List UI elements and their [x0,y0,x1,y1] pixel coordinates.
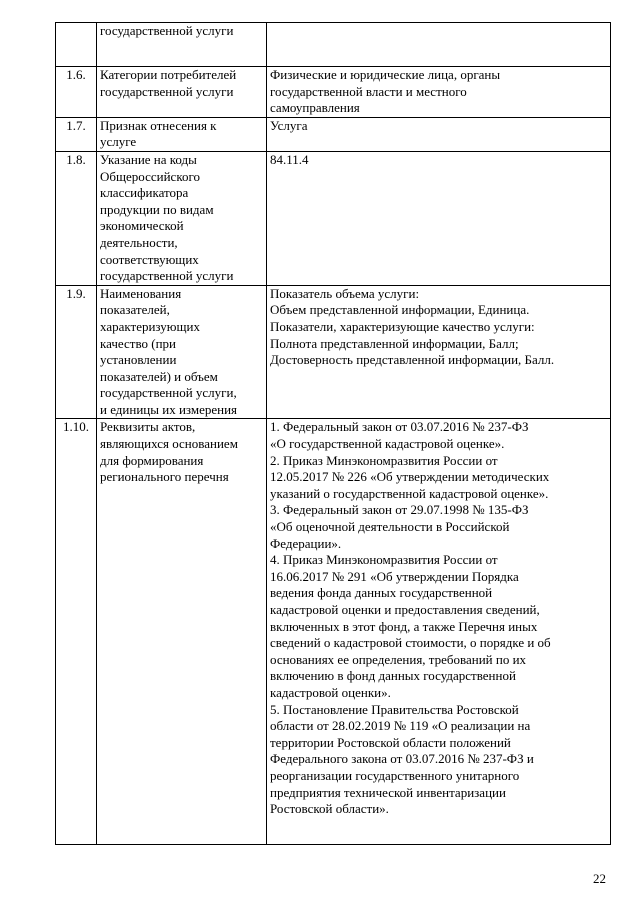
table-row [56,117,611,151]
row-value-cell-line: 5. Постановление Правительства Ростовской [270,701,519,717]
row-value-cell [267,23,611,67]
page-number: 22 [593,871,606,886]
row-value-cell-line: государственной власти и местного [270,83,467,99]
row-value-cell-line: Федерации». [270,535,342,551]
row-name-cell-line: и единицы их измерения [100,401,238,417]
row-value-cell-line: включенных в этот фонд, а также Перечня иных [270,618,538,634]
row-name-cell-line: являющихся основанием [100,436,238,452]
row-value-cell-line: кадастровой оценки и предоставления сведений, [270,602,540,617]
row-number: 1.8. [56,151,97,285]
row-value-cell [267,285,611,419]
row-value-cell-line: указаний о государственной кадастровой оценке». [270,485,549,501]
row-name-cell-line: Признак отнесения к [100,117,217,133]
row-value-cell-line: «О государственной кадастровой оценке». [270,436,505,452]
services-table [55,22,611,845]
table-row [56,151,611,285]
row-name-cell-line: Указание на коды [100,151,197,167]
row-name-cell-line: государственной услуги [100,83,234,99]
row-value-cell-line: Показатель объема услуги: [270,285,420,301]
row-value-cell [267,67,611,118]
row-name-cell-line: показателей, [100,302,170,318]
row-value-cell-line: кадастровой оценки». [270,684,391,700]
table-row [56,67,611,118]
row-name-cell-line: характеризующих [100,318,200,334]
row-value-cell-line: предприятия технической инвентаризации [270,784,506,800]
row-name-cell [97,117,267,151]
services-table-body [56,23,611,845]
row-value-cell [267,419,611,845]
row-number: 1.7. [56,117,97,151]
row-number: 1.6. [56,67,97,118]
row-value-cell-line: Физические и юридические лица, органы [270,67,501,82]
row-name-cell-line: показателей) и объем [100,368,218,384]
row-value-cell-line: Показатели, характеризующие качество услуги: [270,318,535,334]
row-name-cell-line: Реквизиты актов, [100,419,196,435]
row-value-cell-line: основаниях ее определения, требований по их [270,651,527,667]
row-name-cell-line: установлении [100,352,177,368]
row-name-cell [97,23,267,67]
table-row [56,23,611,67]
row-value-cell-line: 1. Федеральный закон от 03.07.2016 № 237-ФЗ [270,419,529,435]
row-value-cell-line: 12.05.2017 № 226 «Об утверждении методических [270,469,550,485]
row-value-cell-line: Полнота представленной информации, Балл; [270,335,519,351]
row-value-cell-line: Ростовской области». [270,801,389,817]
row-name-cell-line: экономической [100,218,184,234]
row-name-cell-line: государственной услуги, [100,385,237,401]
row-value-cell-line: области от 28.02.2019 № 119 «О реализации на [270,718,531,734]
row-name-cell-line: соответствующих [100,251,199,267]
row-name-cell-line: классификатора [100,185,189,201]
row-name-cell-line: Категории потребителей [100,67,237,82]
row-value-cell-line: Достоверность представленной информации, Балл. [270,352,555,368]
table-row [56,419,611,845]
row-value-cell-line: реорганизации государственного унитарного [270,767,520,783]
row-value-cell-line: 3. Федеральный закон от 29.07.1998 № 135-ФЗ [270,502,529,518]
row-name-cell-line: для формирования [100,452,204,468]
row-value-cell-line: ведения фонда данных государственной [270,585,493,601]
row-number: 1.10. [56,419,97,845]
row-value-cell-line: Услуга [270,117,308,133]
row-name-cell [97,285,267,419]
row-number [56,23,97,67]
row-name-cell-line: государственной услуги [100,23,234,38]
row-name-cell [97,151,267,285]
row-value-cell-line: территории Ростовской области положений [270,734,511,750]
row-value-cell [267,117,611,151]
row-name-cell-line: услуге [100,134,137,150]
row-value-cell-line: включению в фонд данных государственной [270,668,516,684]
table-row [56,285,611,419]
row-name-cell [97,419,267,845]
row-value-cell-line: Федерального закона от 03.07.2016 № 237-ФЗ и [270,751,534,767]
row-value-cell-line: Объем представленной информации, Единица. [270,302,530,318]
row-name-cell-line: Наименования [100,285,182,301]
row-name-cell-line: продукции по видам [100,201,214,217]
row-name-cell-line: деятельности, [100,234,178,250]
row-value-cell [267,151,611,285]
row-name-cell [97,67,267,118]
row-value-cell-line: сведений о кадастровой стоимости, о порядке и об [270,635,551,651]
row-value-cell-line: 4. Приказ Минэкономразвития России от [270,552,498,568]
row-value-cell-line: 84.11.4 [270,151,309,167]
row-value-cell-line: 2. Приказ Минэкономразвития России от [270,452,498,468]
row-name-cell-line: государственной услуги [100,268,234,284]
row-number: 1.9. [56,285,97,419]
row-name-cell-line: регионального перечня [100,469,229,485]
row-name-cell-line: Общероссийского [100,168,200,184]
row-value-cell-line: самоуправления [270,100,360,116]
row-value-cell-line: «Об оценочной деятельности в Российской [270,519,510,535]
row-value-cell-line: 16.06.2017 № 291 «Об утверждении Порядка [270,568,519,584]
row-name-cell-line: качество (при [100,335,176,351]
